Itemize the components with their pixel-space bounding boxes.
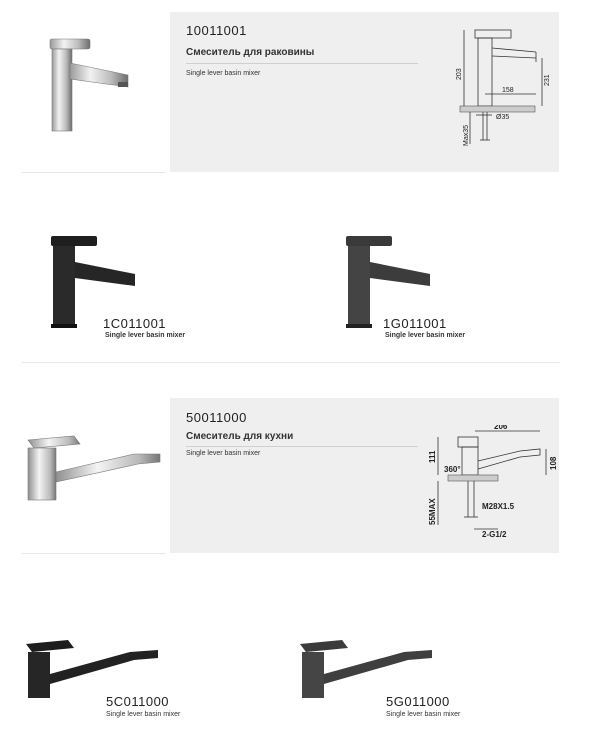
product-description: Single lever basin mixer [386,711,461,718]
dim-height: 111 [428,450,437,463]
title-underline [186,446,418,447]
product-description: Single lever basin mixer [106,711,181,718]
dim-base: Ø35 [496,114,510,121]
product-description: Single lever basin mixer [105,332,186,339]
dim-height: 203 [456,68,463,80]
title-underline [186,63,418,64]
product-description: Single lever basin mixer [385,332,466,339]
divider [22,362,560,363]
product-code: 5C011000 [106,694,170,709]
technical-drawing-50011000 [420,425,560,543]
chrome-kitchen-mixer-image [22,432,167,504]
product-code: 5G011000 [386,694,450,709]
chrome-basin-mixer-image [40,35,140,135]
dim-thickness: Max35 [463,124,470,146]
dim-reach: 158 [502,87,514,94]
product-description: Single lever basin mixer [186,70,261,77]
dim-height2: 231 [544,74,551,86]
divider [22,172,166,173]
product-title: Смеситель для раковины [186,47,315,58]
technical-drawing-10011001 [430,22,555,152]
dim-thickness: 55MAX [428,498,437,525]
dim-spout: 108 [549,456,558,470]
product-code: 10011001 [186,23,247,38]
product-description: Single lever basin mixer [186,450,261,457]
product-code: 50011000 [186,410,247,425]
dim-reach: 206 [494,425,508,431]
product-code: 1C011001 [103,316,167,331]
product-code: 1G011001 [383,316,447,331]
dim-thread: M28X1.5 [482,502,515,511]
product-title: Смеситель для кухни [186,431,294,442]
divider [22,553,166,554]
dim-rotation: 360° [444,465,461,474]
dim-hose: 2-G1/2 [482,530,507,539]
black-kitchen-mixer-image [22,638,164,700]
gunmetal-kitchen-mixer-image [296,638,438,700]
